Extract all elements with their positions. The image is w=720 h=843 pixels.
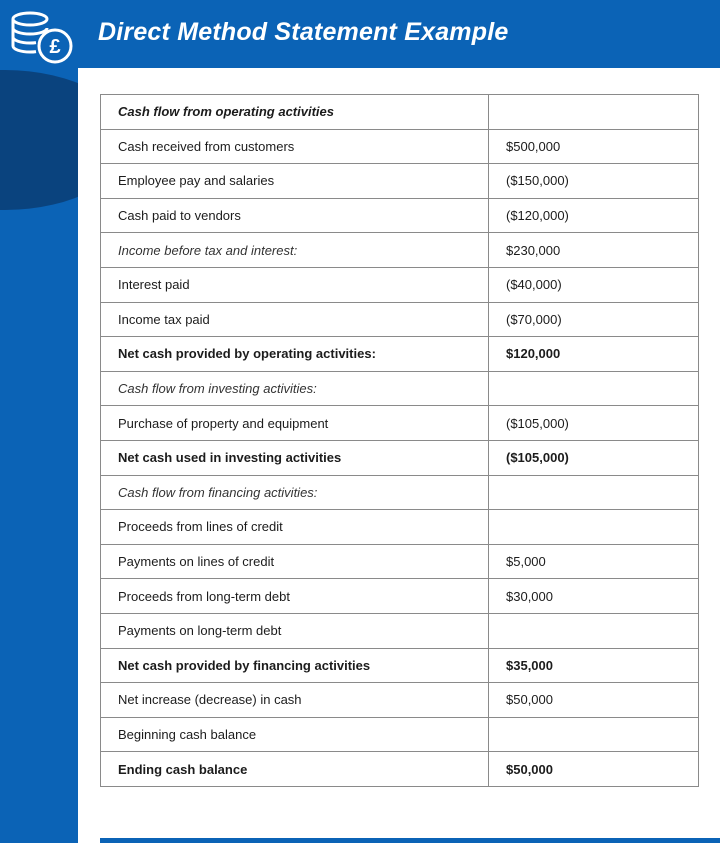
table-row (101, 683, 699, 718)
row-amount: $230,000 (489, 233, 699, 268)
row-amount: $5,000 (489, 544, 699, 579)
row-label: Beginning cash balance (101, 717, 489, 752)
row-amount: $120,000 (489, 337, 699, 372)
row-label: Interest paid (101, 267, 489, 302)
row-label: Employee pay and salaries (101, 164, 489, 199)
table-row (101, 648, 699, 683)
row-label: Cash flow from operating activities (101, 95, 489, 130)
row-label: Income tax paid (101, 302, 489, 337)
row-amount (489, 95, 699, 130)
row-label: Net cash used in investing activities (101, 440, 489, 475)
row-label: Ending cash balance (101, 752, 489, 787)
row-amount: ($120,000) (489, 198, 699, 233)
page-header (0, 0, 720, 70)
table-row (101, 198, 699, 233)
row-amount: ($40,000) (489, 267, 699, 302)
table-row (101, 302, 699, 337)
coins-pound-icon (8, 10, 78, 70)
row-label: Purchase of property and equipment (101, 406, 489, 441)
table-row (101, 164, 699, 199)
table-row (101, 371, 699, 406)
row-amount (489, 510, 699, 545)
table-row (101, 544, 699, 579)
table-row (101, 579, 699, 614)
table-row (101, 752, 699, 787)
table-row (101, 440, 699, 475)
row-amount (489, 475, 699, 510)
row-amount: ($150,000) (489, 164, 699, 199)
bottom-divider (100, 838, 720, 843)
table-row (101, 129, 699, 164)
row-label: Payments on long-term debt (101, 613, 489, 648)
row-amount: $500,000 (489, 129, 699, 164)
row-label: Net increase (decrease) in cash (101, 683, 489, 718)
row-label: Net cash provided by financing activities (101, 648, 489, 683)
row-label: Income before tax and interest: (101, 233, 489, 268)
row-amount: ($105,000) (489, 440, 699, 475)
row-amount (489, 371, 699, 406)
table-row (101, 406, 699, 441)
table-row (101, 717, 699, 752)
row-label: Payments on lines of credit (101, 544, 489, 579)
table-row (101, 510, 699, 545)
table-row (101, 233, 699, 268)
row-label: Cash received from customers (101, 129, 489, 164)
row-amount (489, 717, 699, 752)
row-amount (489, 613, 699, 648)
row-label: Net cash provided by operating activities: (101, 337, 489, 372)
table-row (101, 267, 699, 302)
cash-flow-statement-table (100, 94, 699, 787)
row-amount: $50,000 (489, 752, 699, 787)
currency-symbol: £ (49, 36, 61, 58)
row-amount: $35,000 (489, 648, 699, 683)
table-row (101, 95, 699, 130)
row-amount: ($70,000) (489, 302, 699, 337)
row-label: Proceeds from lines of credit (101, 510, 489, 545)
row-amount: ($105,000) (489, 406, 699, 441)
row-amount: $50,000 (489, 683, 699, 718)
table-row (101, 613, 699, 648)
row-label: Cash flow from investing activities: (101, 371, 489, 406)
row-label: Cash flow from financing activities: (101, 475, 489, 510)
row-label: Cash paid to vendors (101, 198, 489, 233)
row-label: Proceeds from long-term debt (101, 579, 489, 614)
row-amount: $30,000 (489, 579, 699, 614)
table-row (101, 475, 699, 510)
table-row (101, 337, 699, 372)
statement-body (101, 95, 699, 787)
page-title: Direct Method Statement Example (98, 18, 509, 46)
